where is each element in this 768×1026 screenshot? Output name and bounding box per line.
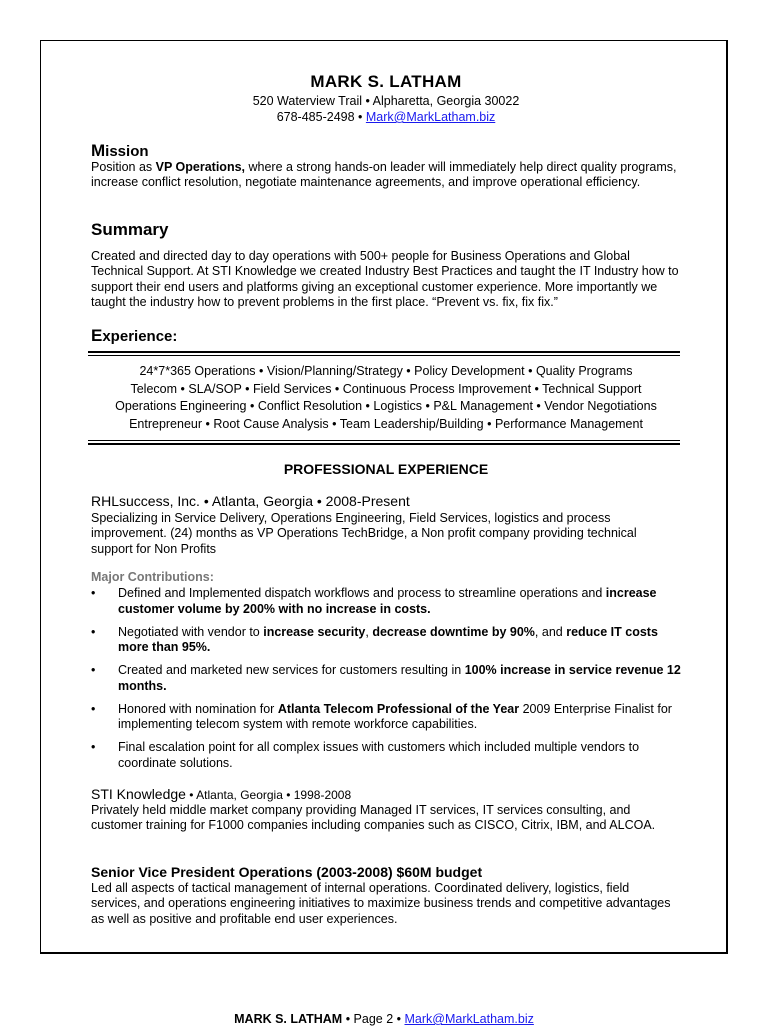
contribution-highlight: Atlanta Telecom Professional of the Year — [277, 701, 520, 716]
contribution-text: Created and marketed new services for customers resulting in — [118, 663, 465, 677]
contribution-text: Honored with nomination for — [118, 701, 278, 716]
contribution-highlight: decrease downtime by 90% — [372, 624, 535, 639]
contribution-text: Negotiated with vendor to — [118, 624, 264, 639]
skills-line: Entrepreneur • Root Cause Analysis • Team Leadership/Building • Performance Management — [129, 416, 643, 431]
bullet-icon: • — [91, 740, 96, 754]
company-rhlsuccess-description: Specializing in Service Delivery, Operations Engineering, Field Services, logistics and process improvement. (24) months as VP Operations TechBridge, a Non profit company providing technical support for Non Profits — [91, 511, 637, 556]
divider-bottom-thin — [88, 440, 680, 441]
contribution-highlight: reduce IT costs more than 95%. — [118, 624, 658, 654]
contact-line: 678-485-2498 • Mark@MarkLatham.biz — [276, 110, 496, 124]
bullet-icon: • — [91, 663, 96, 677]
bullet-icon: • — [91, 624, 96, 639]
skills-list — [91, 363, 681, 433]
role-title: Senior Vice President Operations (2003-2008) $60M budget — [91, 864, 483, 880]
footer-page-number: • Page 2 • — [342, 1012, 405, 1026]
summary-text: Created and directed day to day operations with 500+ people for Business Operations and Global Technical Support. At STI Knowledge we created Industry Best Practices and taught the IT Industry how to support their end users and platforms giving an exceptional customer experience. More importantly we taught the industry how to prevent problems in the first place. “Prevent vs. fix, fix fix.” — [91, 249, 679, 309]
contribution-text: , and — [534, 624, 567, 639]
professional-experience-heading: PROFESSIONAL EXPERIENCE — [283, 461, 489, 477]
contribution-text: Defined and Implemented dispatch workflows and process to streamline operations and — [118, 586, 606, 600]
phone-number: 678-485-2498 — [276, 110, 355, 124]
bullet-icon: • — [91, 701, 96, 716]
bullet-icon: • — [91, 586, 96, 600]
company-sti-name: STI Knowledge — [91, 786, 186, 802]
divider-top-thin — [88, 355, 680, 356]
contribution-item — [91, 740, 681, 771]
candidate-name: MARK S. LATHAM — [310, 72, 462, 91]
major-contributions-label: Major Contributions: — [91, 570, 214, 584]
role-description: Led all aspects of tactical management of internal operations. Coordinated delivery, logistics, field services, and operations engineering initiatives to maximize business trends and competitive advantages as well as positive and profitable end user experiences. — [91, 881, 671, 926]
resume-page — [40, 40, 728, 954]
divider-top-thick — [88, 351, 680, 353]
contribution-text: , — [365, 624, 373, 639]
company-rhlsuccess-title: RHLsuccess, Inc. • Atlanta, Georgia • 2008-Present — [91, 493, 410, 509]
contribution-item — [91, 625, 681, 656]
skills-line: Telecom • SLA/SOP • Field Services • Continuous Process Improvement • Technical Support — [130, 381, 642, 396]
footer-email-link[interactable]: Mark@MarkLatham.biz — [404, 1012, 534, 1026]
contribution-text: 2009 Enterprise Finalist for implementing telecom system with remote workforce capabilities. — [118, 701, 672, 731]
company-sti-title — [91, 786, 351, 802]
contribution-highlight: increase customer volume by 200% with no increase in costs. — [118, 586, 657, 616]
contribution-item — [91, 702, 681, 733]
contribution-item — [91, 663, 681, 694]
contribution-highlight: increase security — [263, 624, 366, 639]
contributions-list — [91, 586, 681, 779]
company-sti-description: Privately held middle market company providing Managed IT services, IT services consulting, and customer training for F1000 companies including companies such as CISCO, Citrix, IBM, and ALCOA. — [91, 803, 656, 833]
footer-name: MARK S. LATHAM — [234, 1012, 343, 1026]
email-link[interactable]: Mark@MarkLatham.biz — [365, 110, 496, 124]
skills-line: 24*7*365 Operations • Vision/Planning/Strategy • Policy Development • Quality Programs — [139, 364, 633, 378]
address-line: 520 Waterview Trail • Alpharetta, Georgia 30022 — [252, 94, 520, 108]
contribution-text: Final escalation point for all complex issues with customers which included multiple vendors to coordinate solutions. — [118, 740, 640, 770]
contribution-highlight: 100% increase in service revenue 12 months. — [118, 663, 681, 693]
summary-heading: Summary — [91, 220, 169, 239]
experience-heading: Experience: — [91, 326, 178, 345]
divider-bottom-thick — [88, 443, 680, 445]
mission-heading: Mission — [91, 141, 149, 160]
contribution-item — [91, 586, 681, 617]
company-sti-details: • Atlanta, Georgia • 1998-2008 — [185, 788, 352, 802]
skills-line: Operations Engineering • Conflict Resolution • Logistics • P&L Management • Vendor Negotiations — [115, 399, 657, 414]
mission-text: Position as VP Operations, where a strong hands-on leader will immediately help direct quality programs, increase conflict resolution, negotiate maintenance agreements, and improve operational efficiency. — [91, 160, 677, 190]
